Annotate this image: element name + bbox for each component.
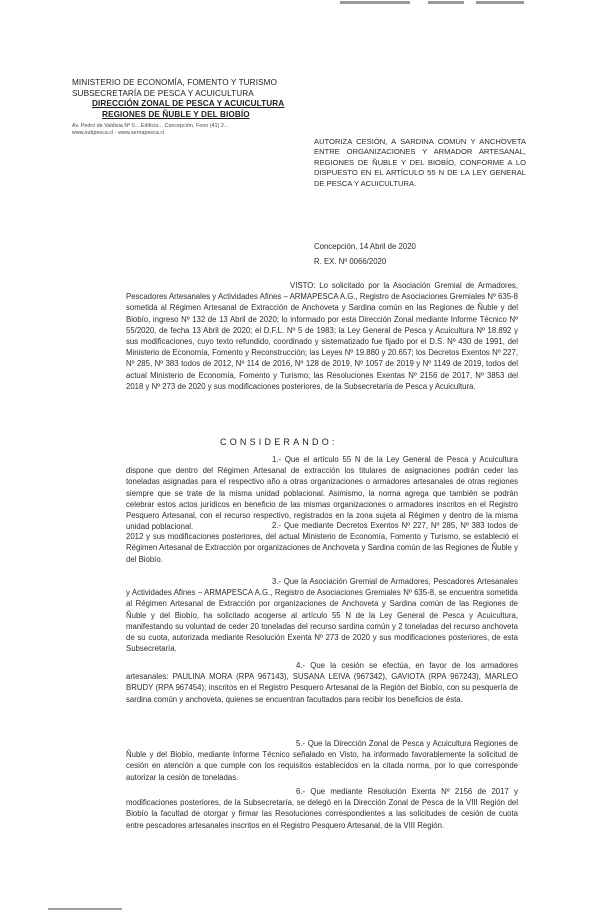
ministry-line: MINISTERIO DE ECONOMÍA, FOMENTO Y TURISMO: [72, 78, 278, 87]
issuer-header: [72, 78, 302, 136]
visto-paragraph: VISTO: Lo solicitado por la Asociación Gremial de Armadores, Pescadores Artesanales y Actividades Afines – ARMAPESCA A.G., Registro de Asociaciones Gremiales Nº 635-8 sometida al Régimen Artesanal de Extracción de Anchoveta y Sardina común en las Regiones de Ñuble y del Biobío, ingreso Nº 132 de 13 Abril de 2020; lo informado por esta Dirección Zonal mediante Informe Técnico Nº 55/2020, de fecha 13 Abril de 2020; el D.F.L. Nº 5 de 1983; la Ley General de Pesca y Acuicultura Nº 18.892 y sus modificaciones, cuyo texto refundido, coordinado y sistematizado fue fijado por el D.S. Nº 430 de 1991, del Ministerio de Economía, Fomento y Reconstrucción; las Leyes Nº 19.880 y 20.657; los Decretos Exentos Nº 227, Nº 285, Nº 383 todos de 2012, Nº 114 de 2016, Nº 128 de 2019, Nº 1057 de 2019 y Nº 1149 de 2019, todos del actual Ministerio de Economía, Fomento y Turismo; las Resoluciones Exentas Nº 2156 de 2017, Nº 3853 del 2018 y Nº 273 de 2020 y sus modificaciones posteriores, de la Subsecretaría de Pesca y Acuicultura.: [126, 281, 518, 391]
footer-scan-mark: [48, 908, 122, 910]
resolution-number: R. EX. Nº 0066/2020: [314, 257, 387, 266]
scan-mark-top-1: [340, 1, 410, 4]
directorate-line: DIRECCIÓN ZONAL DE PESCA Y ACUICULTURA: [92, 99, 285, 109]
address-line: Av. Pedro de Valdivia Nº 0... Edificio... Concepción, Fono (41) 2...: [72, 123, 229, 130]
resolution-subject: AUTORIZA CESIÓN, A SARDINA COMÚN Y ANCHOVETA ENTRE ORGANIZACIONES Y ARMADOR ARTESANAL, REGIONES DE ÑUBLE Y DEL BIOBÍO, CONFORME A LO DISPUESTO EN EL ARTÍCULO 55 N DE LA LEY GENERAL DE PESCA Y ACUICULTURA.: [314, 137, 526, 188]
considerando-paragraph-4: 4.- Que la cesión se efectúa, en favor de los armadores artesanales: PAULINA MORA (RPA 967143), SUSANA LEIVA (967342), GAVIOTA (RPA 967243), MARLEO BRUDY (RPA 967454); inscritos en el Registro Pesquero Artesanal de la Región del Biobío, con su pesquería de sardina común y anchoveta, quienes se encuentran facultados para recibir los beneficios de ésta.: [126, 661, 518, 704]
undersecretariat-line: SUBSECRETARÍA DE PESCA Y ACUICULTURA: [72, 88, 254, 98]
considerando-heading: CONSIDERANDO:: [220, 437, 338, 447]
regions-line: REGIONES DE ÑUBLE Y DEL BIOBÍO: [102, 109, 250, 119]
considerando-paragraph-1: 1.- Que el artículo 55 N de la Ley General de Pesca y Acuicultura dispone que dentro del Régimen Artesanal de extracción los titulares de asignaciones podrán ceder las toneladas asignadas para el respectivo año a otras organizaciones o armadores artesanales de otras regiones siempre que se trate de la misma unidad poblacional. Asimismo, la norma agrega que también se podrán celebrar estos actos jurídicos en beneficio de las mismas organizaciones o armadores inscritos en el Registro Pesquero Artesanal, con el recurso respectivo, registrados en la zona sujeta al Régimen y dentro de la misma unidad poblacional.: [126, 455, 518, 532]
web-line: www.subpesca.cl - www.sernapesca.cl: [72, 129, 165, 136]
scan-mark-top-3: [476, 1, 524, 4]
resolution-date: Concepción, 14 Abril de 2020: [314, 242, 416, 251]
scan-mark-top-2: [428, 1, 464, 4]
considerando-paragraph-5: 5.- Que la Dirección Zonal de Pesca y Acuicultura Regiones de Ñuble y del Biobío, mediante Informe Técnico señalado en Visto, ha informado favorablemente la solicitud de cesión en atención a que cumple con los requisitos establecidos en la citada norma, por lo que corresponde autorizar la cesión de toneladas.: [126, 739, 518, 782]
considerando-paragraph-3: 3.- Que la Asociación Gremial de Armadores, Pescadores Artesanales y Actividades Afines – ARMAPESCA A.G., Registro de Asociaciones Gremiales Nº 635-8, se encuentra sometida al Régimen Artesanal de Extracción por organizaciones de Anchoveta y Sardina común de las Regiones de Ñuble y del Biobío, ha solicitado acogerse al artículo 55 N de la Ley General de Pesca y Acuicultura, manifestando su voluntad de ceder 20 toneladas del recurso sardina común y 2 toneladas del recurso anchoveta de su cuota, autorizada mediante Resolución Exenta Nº 273 de 2020 y sus modificaciones posteriores, de esta Subsecretaría.: [126, 577, 518, 654]
considerando-paragraph-2: 2.- Que mediante Decretos Exentos Nº 227, Nº 285, Nº 383 todos de 2012 y sus modificaciones posteriores, del actual Ministerio de Economía, Fomento y Turismo, se estableció el Régimen Artesanal de Extracción por organizaciones de Anchoveta y Sardina común de las Regiones de Ñuble y del Biobío.: [126, 521, 518, 564]
considerando-paragraph-6: 6.- Que mediante Resolución Exenta Nº 2156 de 2017 y modificaciones posteriores, de la Subsecretaría, se delegó en la Dirección Zonal de Pesca de la VIII Región del Biobío la facultad de otorgar y firmar las Resoluciones correspondientes a las solicitudes de cesión de cuota entre pescadores artesanales inscritos en el Registro Pesquero Artesanal, de la VIII Región.: [126, 787, 518, 830]
